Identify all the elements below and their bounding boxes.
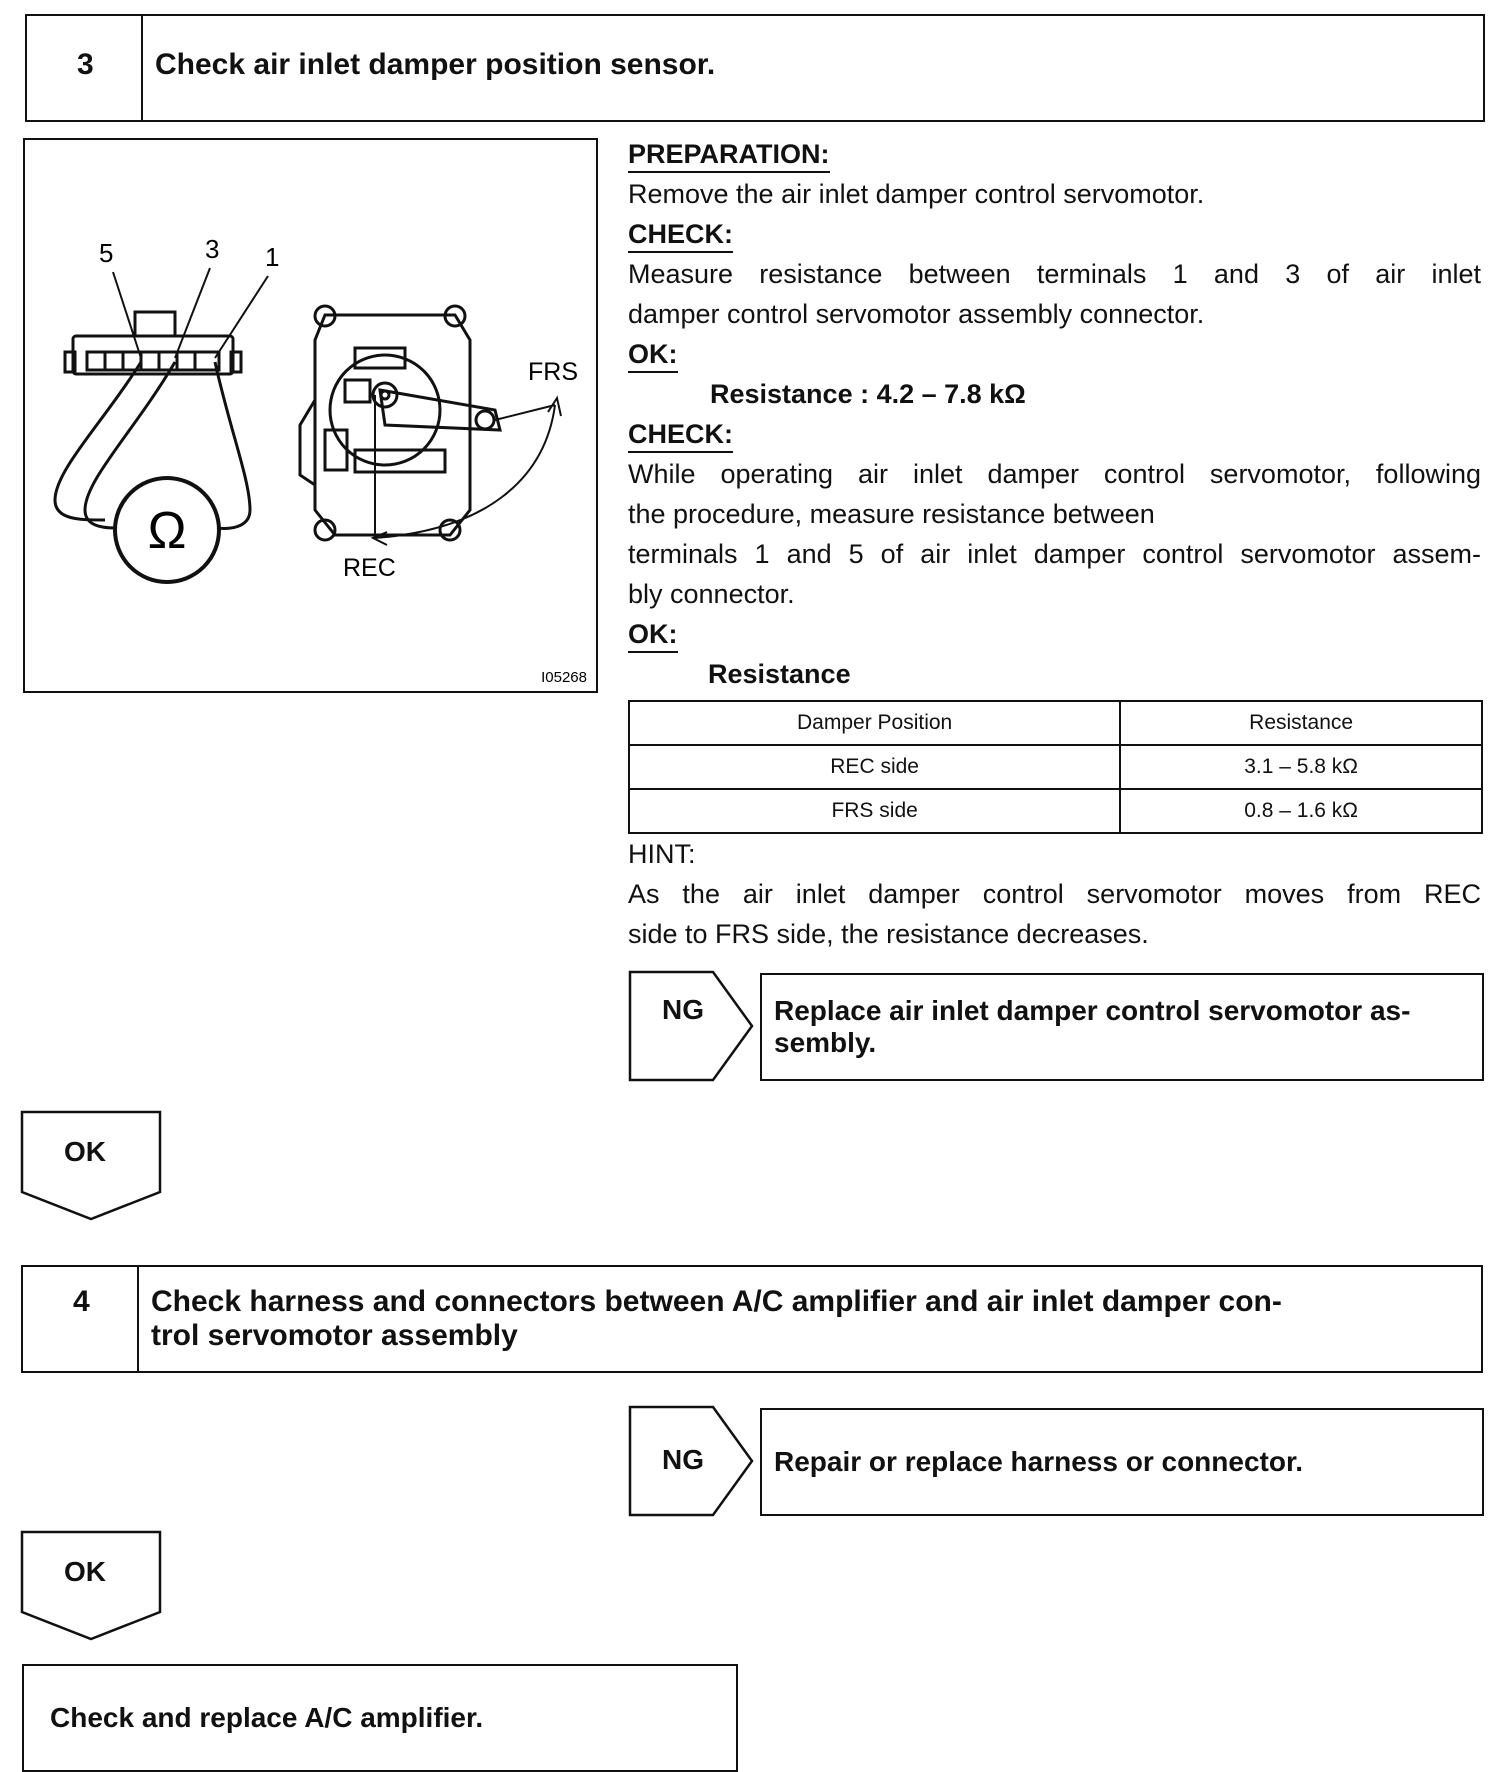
check2-line1: While operating air inlet damper control servomotor, following xyxy=(628,459,1481,489)
table-cell: 0.8 – 1.6 kΩ xyxy=(1120,789,1482,833)
table-header-cell: Resistance xyxy=(1120,701,1482,745)
terminal-3-label: 3 xyxy=(205,234,220,264)
ng1-action-line2: sembly. xyxy=(774,1027,877,1058)
ok1-heading: OK: xyxy=(628,337,678,373)
step3-number: 3 xyxy=(77,48,94,81)
ok1-heading-line xyxy=(628,334,678,374)
rec-label: REC xyxy=(343,554,396,582)
ok1-label: OK xyxy=(64,1136,106,1167)
check2-line3: terminals 1 and 5 of air inlet damper control servomotor assem- xyxy=(628,539,1481,569)
table-cell: REC side xyxy=(629,745,1120,789)
step4-title-line1: Check harness and connectors between A/C amplifier and air inlet damper con- xyxy=(151,1285,1282,1318)
check2-heading: CHECK: xyxy=(628,417,733,453)
check1-line1: Measure resistance between terminals 1 and 3 of air inlet xyxy=(628,259,1481,289)
hint-line1: As the air inlet damper control servomotor moves from REC xyxy=(628,879,1481,909)
table-cell: FRS side xyxy=(629,789,1120,833)
ng1-label: NG xyxy=(662,994,704,1025)
step4-divider xyxy=(137,1267,139,1371)
hint-heading: HINT: xyxy=(628,839,696,869)
servomotor-figure xyxy=(23,138,598,693)
table-header-row xyxy=(629,701,1482,745)
table-row xyxy=(629,745,1482,789)
ok1-value: Resistance : 4.2 – 7.8 kΩ xyxy=(710,379,1026,409)
check1-heading-line xyxy=(628,214,733,254)
final-action: Check and replace A/C amplifier. xyxy=(50,1702,484,1733)
table-cell: 3.1 – 5.8 kΩ xyxy=(1120,745,1482,789)
step3-divider xyxy=(141,16,143,120)
check2-line2: the procedure, measure resistance between xyxy=(628,499,1155,529)
ok2-label: Resistance xyxy=(708,659,851,689)
ng2-label: NG xyxy=(662,1444,704,1475)
ng1-action-box xyxy=(760,973,1484,1081)
hint-line2: side to FRS side, the resistance decreases. xyxy=(628,919,1149,949)
ng2-action: Repair or replace harness or connector. xyxy=(774,1446,1304,1477)
check1-line2: damper control servomotor assembly connector. xyxy=(628,299,1205,329)
ok2-heading-line xyxy=(628,614,678,654)
ng1-arrow xyxy=(628,970,756,1082)
resistance-table xyxy=(628,700,1483,834)
figure-id: I05268 xyxy=(541,669,587,686)
step4-title-line2: trol servomotor assembly xyxy=(151,1319,518,1352)
terminal-5-label: 5 xyxy=(99,238,114,268)
ok2-heading: OK: xyxy=(628,617,678,653)
step4-number: 4 xyxy=(73,1285,90,1318)
prep-text: Remove the air inlet damper control servomotor. xyxy=(628,179,1205,209)
servomotor-diagram xyxy=(25,140,596,691)
step3-header xyxy=(25,14,1485,122)
check2-line4: bly connector. xyxy=(628,579,795,609)
prep-heading: PREPARATION: xyxy=(628,137,830,173)
frs-label: FRS xyxy=(528,358,578,386)
prep-heading-line xyxy=(628,134,830,174)
step3-title: Check air inlet damper position sensor. xyxy=(155,48,716,81)
final-action-box xyxy=(22,1664,738,1772)
check1-heading: CHECK: xyxy=(628,217,733,253)
step4-header xyxy=(21,1265,1483,1373)
table-header-cell: Damper Position xyxy=(629,701,1120,745)
terminal-1-label: 1 xyxy=(265,242,280,272)
ok2-label: OK xyxy=(64,1556,106,1587)
ng2-action-box xyxy=(760,1408,1484,1516)
table-row xyxy=(629,789,1482,833)
ng1-action-line1: Replace air inlet damper control servomotor as- xyxy=(774,995,1411,1026)
ohm-symbol: Ω xyxy=(147,502,187,560)
check2-heading-line xyxy=(628,414,733,454)
